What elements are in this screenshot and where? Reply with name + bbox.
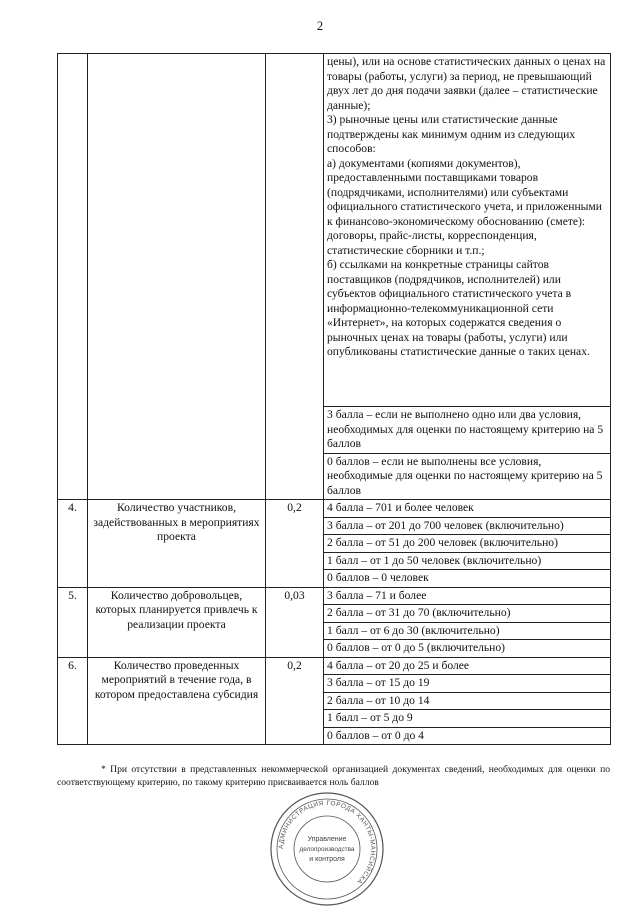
criterion-number: 5. [58,587,88,657]
criteria-table [57,53,611,745]
score-cell: 0 баллов – если не выполнены все условия, необходимые для оценки по настоящему критерию на 5 баллов [324,453,611,500]
table-row-continued [58,54,611,407]
official-stamp [268,790,386,908]
criterion-row [58,587,611,605]
footnote [57,763,610,789]
score-cell: 1 балл – от 6 до 30 (включительно) [324,622,611,640]
criterion-name: Количество добровольцев, которых планируется привлечь к реализации проекта [88,587,266,657]
criterion-name: Количество проведенных мероприятий в течение года, в котором предоставлена субсидия [88,657,266,745]
cont-name-cell [88,54,266,500]
score-cell: 3 балла – если не выполнено одно или два условия, необходимых для оценки по настоящему критерию на 5 баллов [324,407,611,454]
score-cell: 0 баллов – от 0 до 4 [324,727,611,745]
stamp-center-line: и контроля [309,856,345,863]
score-cell: 3 балла – 71 и более [324,587,611,605]
score-cell: 1 балл – от 1 до 50 человек (включительно) [324,552,611,570]
score-cell: 3 балла – от 15 до 19 [324,675,611,693]
criterion-name: Количество участников, задействованных в мероприятиях проекта [88,500,266,588]
score-cell: 2 балла – от 10 до 14 [324,692,611,710]
score-cell: 2 балла – от 31 до 70 (включительно) [324,605,611,623]
stamp-center-line: делопроизводства [299,846,355,853]
cont-num-cell [58,54,88,500]
criterion-row [58,500,611,518]
score-cell: 1 балл – от 5 до 9 [324,710,611,728]
cont-paragraph: цены), или на основе статистических данных о ценах на товары (работы, услуги) за период, не превышающий двух лет до дня подачи заявки (далее – статистические данные); [327,55,606,112]
stamp-ring-text: АДМИНИСТРАЦИЯ ГОРОДА ХАНТЫ-МАНСИЙСКА [277,799,377,886]
page-number: 2 [316,19,324,33]
cont-weight-cell [266,54,324,500]
criterion-row [58,657,611,675]
score-cell: 0 баллов – от 0 до 5 (включительно) [324,640,611,658]
cont-paragraph: 3) рыночные цены или статистические данные подтверждены как минимум одним из следующих способов: [327,113,576,155]
score-cell: 2 балла – от 51 до 200 человек (включительно) [324,535,611,553]
footnote-text: * При отсутствии в представленных некоммерческой организацией документах сведений, необходимых для оценки по соответствующему критерию, по такому критерию присваивается ноль баллов [57,764,610,788]
cont-paragraph: а) документами (копиями документов), предоставленными поставщиками товаров (подрядчиками, исполнителями) или субъектами официального статистического учета, и приложенными к финансово-экономическому обоснованию (смете): договоры, прайс-листы, корреспонденция, статистические сборники и т.п.; [327,156,602,257]
criterion-weight: 0,03 [266,587,324,657]
stamp-center-line: Управление [307,836,347,843]
criterion-number: 4. [58,500,88,588]
score-cell: 0 баллов – 0 человек [324,570,611,588]
score-cell: 4 балла – 701 и более человек [324,500,611,518]
cont-description-cell [324,54,611,407]
score-cell: 4 балла – от 20 до 25 и более [324,657,611,675]
criterion-weight: 0,2 [266,500,324,588]
criterion-number: 6. [58,657,88,745]
cont-paragraph: б) ссылками на конкретные страницы сайтов поставщиков (подрядчиков, исполнителей) или субъектов официального статистического учета в информационно-телекоммуникационной сети «Интернет», на которых содержатся сведения о рыночных ценах на товары (работы, услуги) или опубликованы статистические данные о таких ценах. [327,258,590,358]
score-cell: 3 балла – от 201 до 700 человек (включительно) [324,517,611,535]
criterion-weight: 0,2 [266,657,324,745]
